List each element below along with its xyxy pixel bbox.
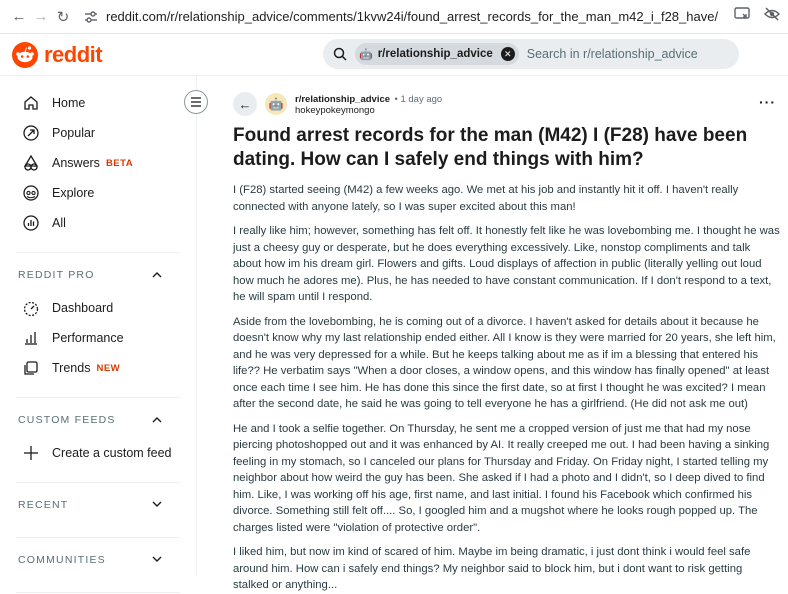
close-icon[interactable]: ✕ [501,47,515,61]
post-meta [233,88,788,120]
sidebar-item-label: Create a custom feed [52,446,172,460]
create-custom-feed-button[interactable] [0,438,196,468]
home-icon [22,94,40,112]
browser-toolbar [0,0,788,34]
site-settings-icon[interactable] [84,10,98,24]
sidebar-item-label: All [52,216,66,230]
subreddit-search-chip[interactable] [355,43,519,65]
more-options-button[interactable]: ··· [759,94,776,110]
post-paragraph: I liked him, but now im kind of scared of him. Maybe im being dramatic, i just dont think i would feel safe around him. How can i safely end things? My neighbor said to block him, but i dont want to risk getting stalked or anything... [233,546,751,591]
sidebar-item-answers[interactable] [0,148,196,178]
section-custom-feeds[interactable] [0,402,196,438]
section-heading: RECENT [18,499,69,511]
subreddit-icon: 🤖 [359,48,373,61]
bar-chart-icon [22,329,40,347]
sidebar-item-label: Trends [52,361,91,375]
chevron-up-icon [152,269,162,281]
section-heading: COMMUNITIES [18,554,106,566]
sidebar-item-label: Home [52,96,86,110]
section-reddit-pro[interactable] [0,257,196,293]
subreddit-link[interactable]: r/relationship_advice [295,94,391,105]
sidebar-item-all[interactable] [0,208,196,238]
beta-badge: BETA [105,157,134,169]
cast-icon[interactable] [734,7,750,26]
post-paragraph: He and I took a selfie together. On Thursday, he sent me a cropped version of just me that had my nose piercing photoshopped out and it was enhanced by AI. It really creeped me out. I had been having a sinking feeling in my stomach, so I canceled our plans for Thursday and Friday. On Friday night, I started telling my neighbor about how weird the guy has been. She asked if I had a photo and I didn't, so I deep dived to find him. Like, I was working off his age, first name, and last initial. I found his Facebook which confirmed his divorce. Something still felt off.... So, I googled him and a mugshot where he looks rough popped up. The charges listed were "violation of protective order". [233,422,770,534]
search-icon [333,47,347,61]
all-icon [22,214,40,232]
chevron-down-icon [152,554,162,566]
author-link[interactable]: hokeypokeymongo [295,105,375,116]
new-badge: NEW [96,362,121,374]
sidebar-item-performance[interactable] [0,323,196,353]
address-bar[interactable] [84,9,718,24]
sidebar-item-label: Performance [52,331,124,345]
reload-icon[interactable]: ↻ [56,8,70,26]
divider [16,592,180,593]
chevron-down-icon [152,499,162,511]
chevron-up-icon [152,414,162,426]
sidebar-item-explore[interactable] [0,178,196,208]
post-time: • 1 day ago [394,94,443,105]
plus-icon [22,444,40,462]
post-paragraph: I (F28) started seeing (M42) a few weeks ago. We met at his job and instantly hit it off. I haven't really connected with anyone lately, so I was super excited about this man! [233,184,739,213]
sidebar-item-label: Answers [52,156,100,170]
url-text: reddit.com/r/relationship_advice/comments/1kvw24i/found_arrest_records_for_the_man_m42_i_f28_have/ [106,9,719,24]
gauge-icon [22,299,40,317]
post-title: Found arrest records for the man (M42) I (F28) have been dating. How can I safely end things with him? [233,125,748,170]
section-recent[interactable] [0,487,196,523]
trends-icon [22,359,40,377]
sidebar-item-label: Dashboard [52,301,114,315]
left-sidebar [0,76,197,576]
post-container [197,76,788,591]
sidebar-item-label: Popular [52,126,96,140]
subreddit-avatar[interactable]: 🤖 [265,93,287,115]
section-heading: REDDIT PRO [18,269,95,281]
chip-label: r/relationship_advice [377,48,493,60]
popular-icon [22,124,40,142]
answers-icon [22,154,40,172]
sidebar-item-popular[interactable] [0,118,196,148]
eye-off-icon[interactable] [764,7,780,26]
divider [16,252,180,253]
sidebar-item-dashboard[interactable] [0,293,196,323]
search-input[interactable]: Search in r/relationship_advice [526,47,698,61]
reddit-header [0,34,788,76]
forward-arrow-icon[interactable]: → [33,8,49,25]
back-arrow-icon[interactable]: ← [11,8,27,25]
section-heading: CUSTOM FEEDS [18,414,116,426]
divider [16,537,180,538]
explore-icon [22,184,40,202]
back-button[interactable]: ← [233,92,257,116]
sidebar-item-label: Explore [52,186,95,200]
sidebar-item-home[interactable] [0,88,196,118]
section-communities[interactable] [0,542,196,578]
search-bar[interactable] [323,39,739,69]
divider [16,397,180,398]
snoo-icon [12,42,38,68]
sidebar-item-trends[interactable] [0,353,196,383]
post-body [233,182,781,594]
post-paragraph: Aside from the lovebombing, he is coming out of a divorce. I haven't asked for details about it because he doesn't know why my last relationship ended either. All I know is they were married for 20 years, she left him, and he was very depressed for a while. But he keeps talking about me as if im a blessing that entered his life?? He verbatim says "When a door closes, a window opens, and this window has finally opened" at least once each time I see him. He has done this since the first date, so at first I thought he was excited? I mean after the second date, he said he was going to tell everyone he has a girlfriend. (He did not ask me out) [233,315,776,410]
reddit-logo[interactable] [12,42,102,68]
divider [16,482,180,483]
post-paragraph: I really like him; however, something has felt off. It honestly felt like he was lovebombing me. I thought he was just a cheesy guy or desperate, but he does everything excessively. Like, nonstop compliments and talk about how im his dream girl. Flowers and gifts. Loud displays of affection in public (literally yelling out loud how much he adores me). Plus, he has needed to have constant communication. If I don't respond to a text, he will spam until I respond. [233,225,780,303]
logo-text: reddit [44,41,103,67]
